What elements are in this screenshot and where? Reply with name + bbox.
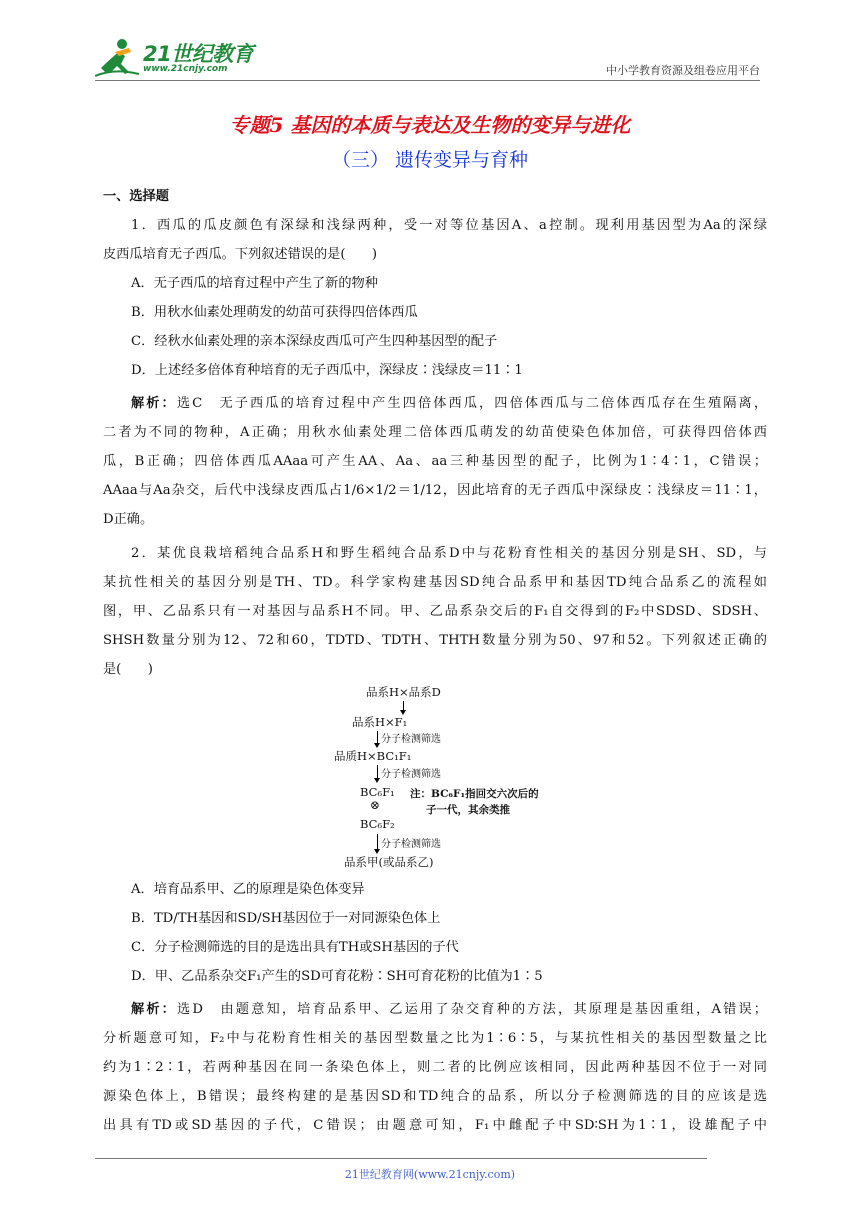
page-header — [95, 36, 760, 80]
flow-screen-3: 分子检测筛选 — [381, 839, 441, 850]
flow-screen-2: 分子检测筛选 — [381, 769, 441, 780]
q1-analysis-label: 解析： — [131, 396, 177, 411]
q2-analysis-line-5: 出具有TD或SD基因的子代，C错误；由题意可知，F₁中雌配子中SD∶SH为1∶1，设雄配子中 — [103, 1118, 767, 1133]
footer-divider — [95, 1158, 707, 1159]
q1-option-c: C．经秋水仙素处理的亲本深绿皮西瓜可产生四种基因型的配子 — [131, 334, 498, 349]
q2-analysis-label: 解析： — [131, 1002, 178, 1017]
q2-analysis-text-1: 选D 由题意知，培育品系甲、乙运用了杂交育种的方法，其原理是基因重组，A错误； — [177, 1002, 767, 1017]
q2-option-d: D．甲、乙品系杂交F₁产生的SD可育花粉∶SH可育花粉的比值为1∶5 — [131, 969, 543, 984]
flow-screen-1: 分子检测筛选 — [381, 734, 441, 745]
logo-url: www.21cnjy.com — [143, 64, 228, 74]
q1-analysis-line-3: 瓜，B正确；四倍体西瓜AAaa可产生AA、Aa、aa三种基因型的配子，比例为1∶4∶1，C错误； — [103, 454, 767, 469]
flow-arrow-3 — [377, 765, 378, 779]
page-subtitle: （三） 遗传变异与育种 — [331, 149, 529, 171]
selfing-icon: ⊗ — [370, 798, 381, 812]
flow-step-2: 品系H×F₁ — [352, 715, 408, 729]
q1-stem-line-2: 皮西瓜培育无子西瓜。下列叙述错误的是( ) — [103, 247, 378, 262]
header-divider — [95, 80, 760, 81]
section-heading: 一、选择题 — [103, 189, 169, 204]
flow-step-1: 品系H×品系D — [366, 685, 441, 699]
q1-option-b: B．用秋水仙素处理萌发的幼苗可获得四倍体西瓜 — [131, 305, 418, 320]
q2-stem-line-2: 某抗性相关的基因分别是TH、TD。科学家构建基因SD纯合品系甲和基因TD纯合品系乙的流程如 — [103, 575, 767, 590]
flow-note-1: 注：BC₆F₁指回交六次后的 — [410, 788, 539, 800]
flow-arrow-4 — [377, 834, 378, 850]
flow-step-6: 品系甲(或品系乙) — [344, 855, 434, 869]
flow-step-5: BC₆F₂ — [360, 817, 395, 831]
flow-step-3: 品质H×BC₁F₁ — [334, 749, 412, 763]
q1-analysis-text-1: 选C 无子西瓜的培育过程中产生四倍体西瓜，四倍体西瓜与二倍体西瓜存在生殖隔离， — [176, 396, 768, 411]
flow-note-2: 子一代，其余类推 — [426, 804, 510, 816]
q1-analysis-line-5: D正确。 — [103, 512, 154, 527]
breeding-flow-diagram — [330, 680, 570, 875]
q1-stem-line-1: 1．西瓜的瓜皮颜色有深绿和浅绿两种，受一对等位基因A、a控制。现利用基因型为Aa的深绿 — [131, 218, 767, 233]
platform-name: 中小学教育资源及组卷应用平台 — [606, 64, 760, 77]
q2-stem-line-4: SHSH数量分别为12、72和60，TDTD、TDTH、THTH数量分别为50、97和52。下列叙述正确的 — [103, 633, 767, 648]
q2-stem-line-5: 是( ) — [103, 662, 153, 677]
q2-analysis-line-2: 分析题意可知，F₂中与花粉育性相关的基因型数量之比为1∶6∶5，与某抗性相关的基因型数量之比 — [103, 1031, 767, 1046]
logo — [95, 36, 265, 80]
q2-stem-line-1: 2．某优良栽培稻纯合品系H和野生稻纯合品系D中与花粉育性相关的基因分别是SH、SD，与 — [131, 546, 767, 561]
runner-logo-icon — [95, 38, 141, 78]
q2-stem-line-3: 图，甲、乙品系只有一对基因与品系H不同。甲、乙品系杂交后的F₁自交得到的F₂中SDSD、SDSH、 — [103, 604, 767, 619]
q2-option-b: B．TD/TH基因和SD/SH基因位于一对同源染色体上 — [131, 911, 441, 926]
logo-text: 21世纪教育 — [143, 42, 254, 66]
q2-analysis-line-4: 源染色体上，B错误；最终构建的是基因SD和TD纯合的品系，所以分子检测筛选的目的应该是选 — [103, 1089, 767, 1104]
q2-analysis-line-1 — [103, 1000, 767, 1020]
q1-analysis-line-2: 二者为不同的物种，A正确；用秋水仙素处理二倍体西瓜萌发的幼苗使染色体加倍，可获得四倍体西 — [103, 425, 767, 440]
q2-analysis-line-3: 约为1∶2∶1，若两种基因在同一条染色体上，则二者的比例应该相同，因此两种基因不位于一对同 — [103, 1060, 767, 1075]
q1-option-a: A．无子西瓜的培育过程中产生了新的物种 — [131, 276, 378, 291]
q1-option-d: D．上述经多倍体育种培育的无子西瓜中，深绿皮∶浅绿皮＝11∶1 — [131, 363, 523, 378]
flow-step-4: BC₆F₁ — [360, 785, 395, 799]
flow-arrowhead-3 — [374, 778, 380, 783]
q1-analysis-line-1 — [103, 394, 767, 414]
page-footer: 21世纪教育网(www.21cnjy.com) — [344, 1168, 516, 1181]
page-title: 专题5 基因的本质与表达及生物的变异与进化 — [229, 113, 631, 137]
q2-option-a: A．培育品系甲、乙的原理是染色体变异 — [131, 882, 365, 897]
q2-option-c: C．分子检测筛选的目的是选出具有TH或SH基因的子代 — [131, 940, 459, 955]
q1-analysis-line-4: AAaa与Aa杂交，后代中浅绿皮西瓜占1/6×1/2＝1/12，因此培育的无子西瓜中深绿皮∶浅绿皮＝11∶1， — [103, 483, 767, 498]
